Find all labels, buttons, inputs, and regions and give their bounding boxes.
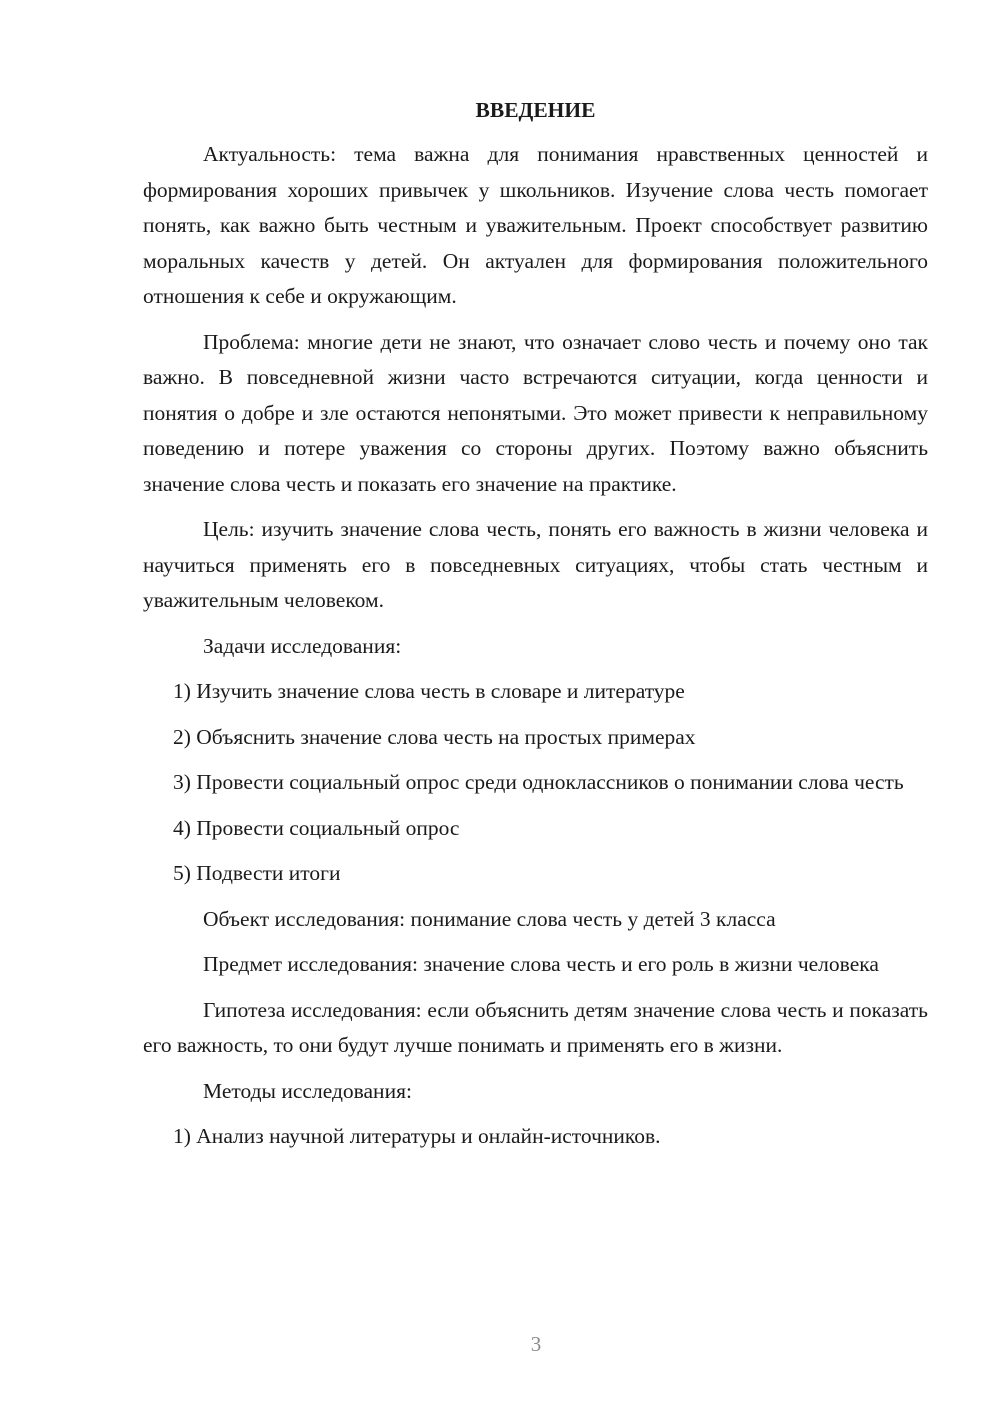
task-item-3: 3) Провести социальный опрос среди одноклассников о понимании слова честь bbox=[173, 770, 904, 794]
problem-paragraph: Проблема: многие дети не знают, что означает слово честь и почему оно так важно. В повседневной жизни часто встречаются ситуации, когда ценности и понятия о добре и зле остаются непонятыми. Это может привести к неправильному поведению и потере уважения со стороны других. Поэтому важно объяснить значение слова честь и показать его значение на практике. bbox=[143, 329, 928, 496]
methods-heading: Методы исследования: bbox=[203, 1078, 412, 1103]
page-number: 3 bbox=[530, 1332, 542, 1356]
research-object-paragraph: Объект исследования: понимание слова честь у детей 3 класса bbox=[203, 906, 776, 931]
research-subject-paragraph: Предмет исследования: значение слова честь и его роль в жизни человека bbox=[203, 952, 879, 976]
goal-paragraph: Цель: изучить значение слова честь, понять его важность в жизни человека и научиться применять его в повседневных ситуациях, чтобы стать честным и уважительным человеком. bbox=[143, 517, 928, 612]
section-title: ВВЕДЕНИЕ bbox=[475, 98, 596, 122]
task-item-5: 5) Подвести итоги bbox=[173, 861, 341, 885]
tasks-heading: Задачи исследования: bbox=[203, 633, 402, 658]
hypothesis-paragraph: Гипотеза исследования: если объяснить детям значение слова честь и показать его важность, то они будут лучше понимать и применять его в жизни. bbox=[143, 997, 928, 1057]
page-content bbox=[143, 92, 928, 1165]
task-item-1: 1) Изучить значение слова честь в словаре и литературе bbox=[173, 679, 685, 703]
task-item-4: 4) Провести социальный опрос bbox=[173, 815, 460, 840]
relevance-paragraph: Актуальность: тема важна для понимания нравственных ценностей и формирования хороших привычек у школьников. Изучение слова честь помогает понять, как важно быть честным и уважительным. Проект способствует развитию моральных качеств у детей. Он актуален для формирования положительного отношения к себе и окружающим. bbox=[143, 142, 928, 308]
method-item-1: 1) Анализ научной литературы и онлайн-источников. bbox=[173, 1124, 661, 1148]
task-item-2: 2) Объяснить значение слова честь на простых примерах bbox=[173, 724, 696, 749]
